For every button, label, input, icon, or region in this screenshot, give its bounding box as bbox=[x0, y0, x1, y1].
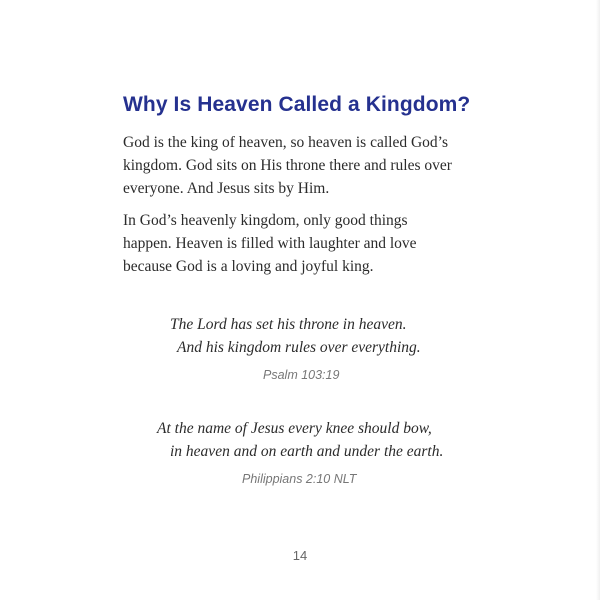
paragraph-line: because God is a loving and joyful king. bbox=[123, 258, 374, 275]
page-edge-shadow bbox=[596, 0, 600, 600]
paragraph-line: happen. Heaven is filled with laughter and love bbox=[123, 235, 417, 252]
scripture-reference: Philippians 2:10 NLT bbox=[242, 472, 357, 486]
quote-line: The Lord has set his throne in heaven. bbox=[170, 316, 407, 333]
paragraph-line: everyone. And Jesus sits by Him. bbox=[123, 180, 330, 197]
paragraph-line: God is the king of heaven, so heaven is called God’s bbox=[123, 134, 448, 151]
paragraph-line: kingdom. God sits on His throne there and rules over bbox=[123, 157, 452, 174]
quote-line: And his kingdom rules over everything. bbox=[177, 339, 421, 356]
paragraph-line: In God’s heavenly kingdom, only good things bbox=[123, 212, 408, 229]
scripture-reference: Psalm 103:19 bbox=[263, 368, 340, 382]
page-heading: Why Is Heaven Called a Kingdom? bbox=[123, 93, 471, 116]
body-paragraph-2 bbox=[123, 209, 483, 278]
page-number: 14 bbox=[292, 548, 308, 563]
quote-line: in heaven and on earth and under the earth. bbox=[170, 443, 444, 460]
body-paragraph-1 bbox=[123, 131, 483, 200]
quote-line: At the name of Jesus every knee should bow, bbox=[157, 420, 432, 437]
